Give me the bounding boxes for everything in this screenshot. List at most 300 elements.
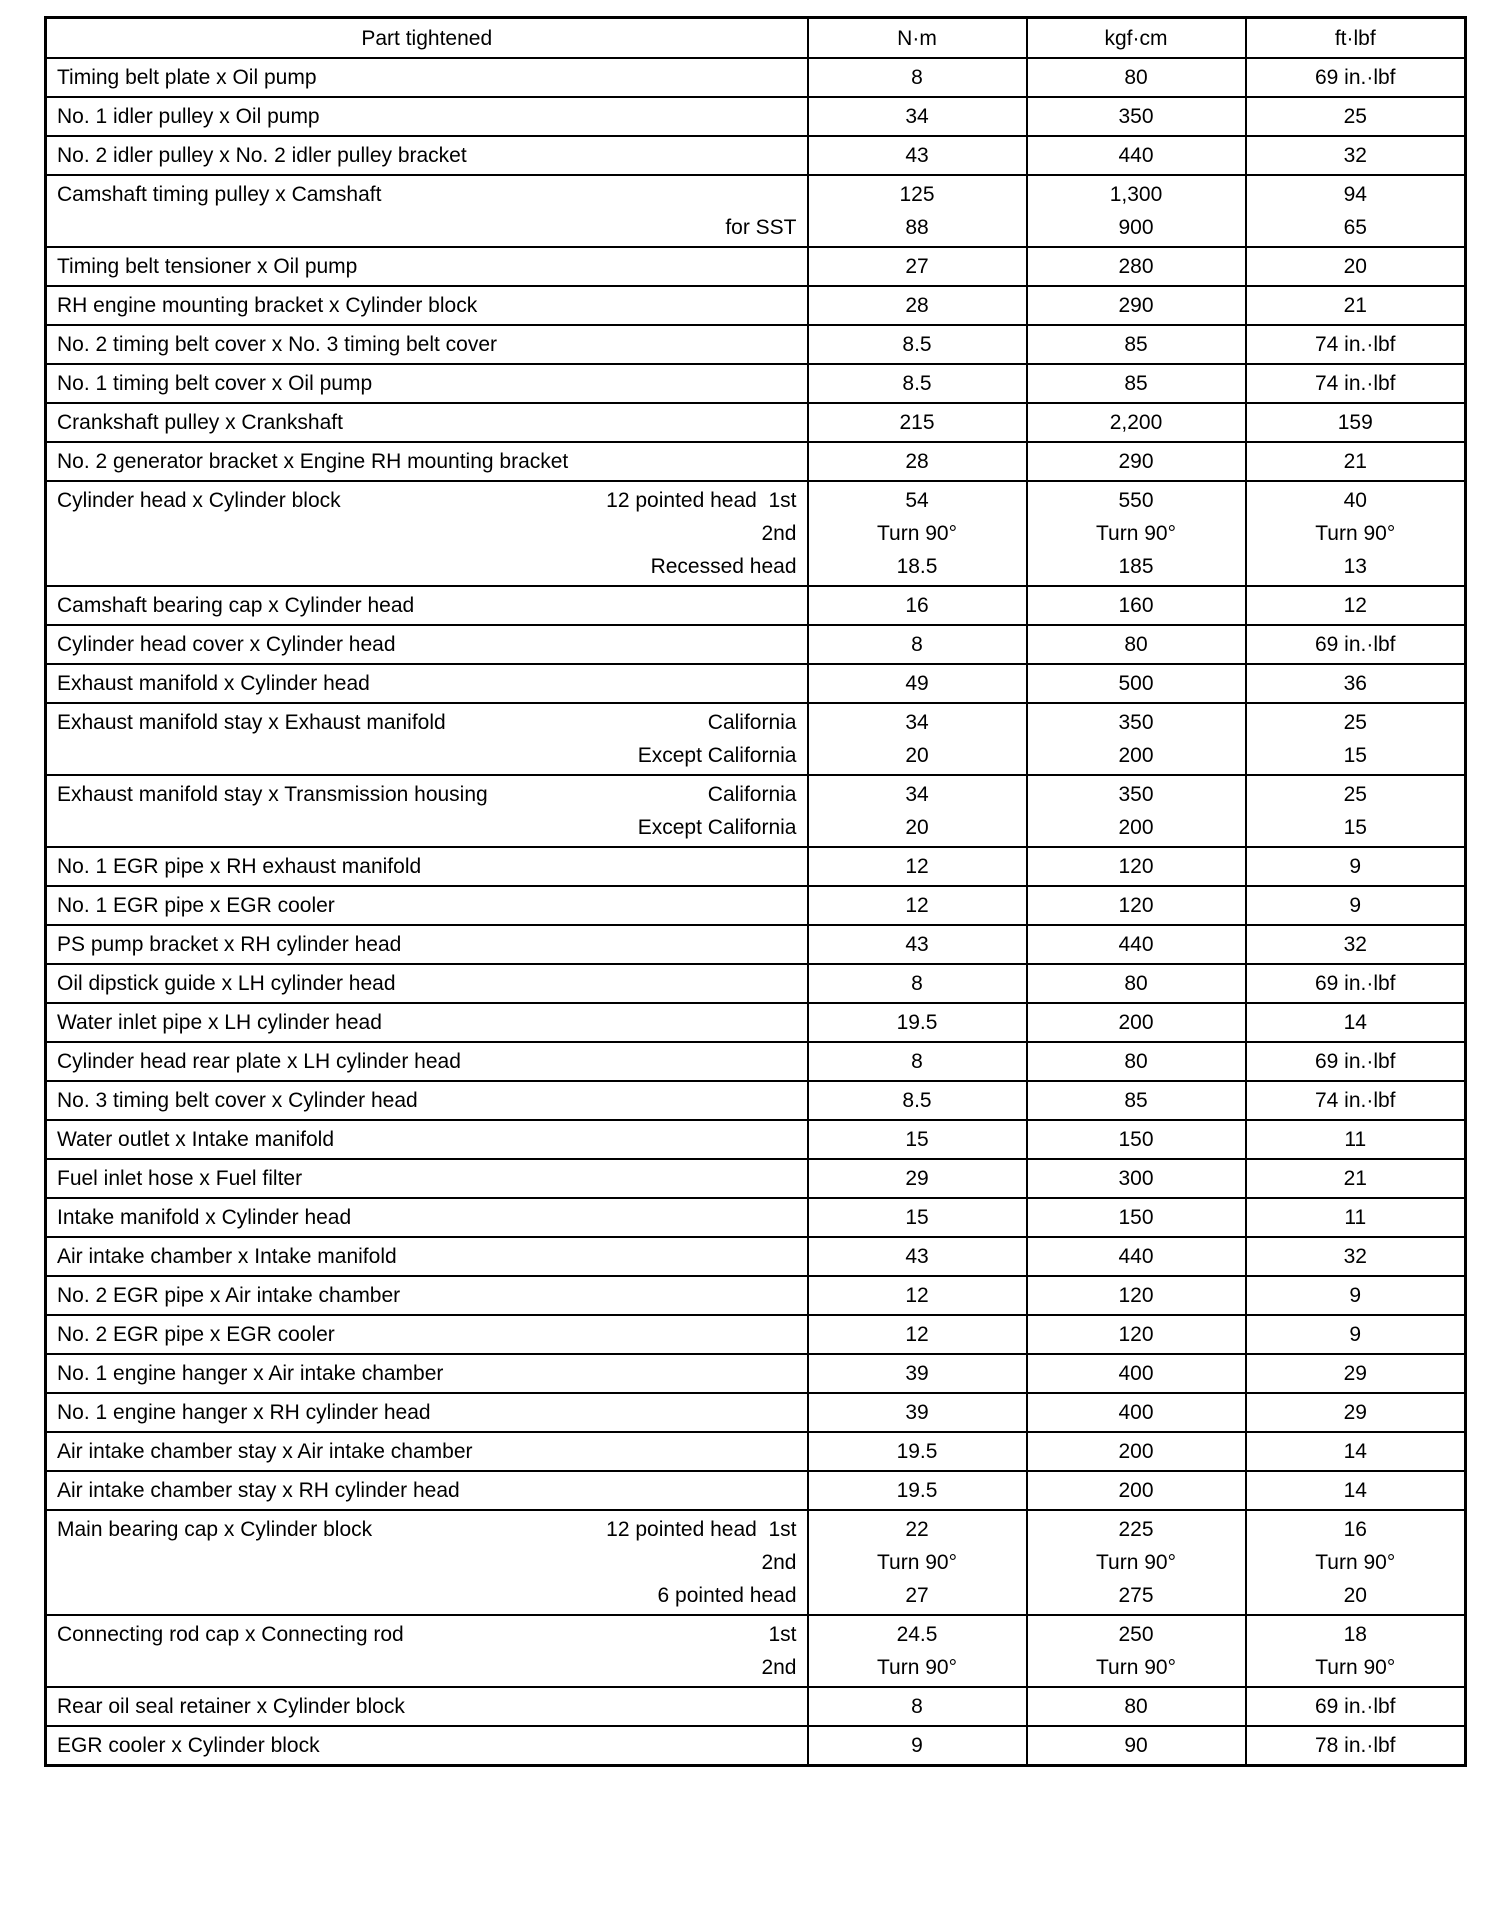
value: 900 [1118, 216, 1154, 239]
value: 120 [1118, 894, 1154, 917]
value: 43 [905, 933, 929, 956]
condition-label: California [707, 711, 797, 734]
part-cell [46, 775, 808, 847]
table-row [46, 1615, 1466, 1687]
part-line [57, 1279, 797, 1312]
part-line [57, 1201, 797, 1234]
part-line [57, 778, 797, 811]
part-cell [46, 175, 808, 247]
value: 350 [1118, 783, 1154, 806]
part-cell [46, 1003, 808, 1042]
part-cell [46, 1393, 808, 1432]
value: 29 [1343, 1362, 1367, 1385]
part-cell [46, 1510, 808, 1615]
part-cell [46, 247, 808, 286]
part-name: Camshaft timing pulley x Camshaft [57, 183, 382, 206]
value: 29 [1343, 1401, 1367, 1424]
table-row [46, 775, 1466, 847]
kgf-cm-cell [1027, 925, 1246, 964]
table-row [46, 1726, 1466, 1766]
part-name: Air intake chamber x Intake manifold [57, 1245, 397, 1268]
value: 21 [1343, 450, 1367, 473]
condition-label: 2nd [761, 1551, 797, 1574]
part-line [57, 1006, 797, 1039]
value: 27 [905, 255, 929, 278]
part-cell [46, 325, 808, 364]
table-row [46, 1393, 1466, 1432]
kgf-cm-cell [1027, 364, 1246, 403]
part-cell [46, 1432, 808, 1471]
part-line [57, 367, 797, 400]
value: 150 [1118, 1206, 1154, 1229]
part-name: No. 2 idler pulley x No. 2 idler pulley bracket [57, 144, 467, 167]
kgf-cm-cell [1027, 703, 1246, 775]
ft-lbf-cell [1246, 1354, 1466, 1393]
part-line [57, 100, 797, 133]
ft-lbf-cell [1246, 364, 1466, 403]
part-name: Exhaust manifold stay x Transmission housing [57, 783, 488, 806]
value: Turn 90° [1315, 522, 1396, 545]
kgf-cm-cell [1027, 664, 1246, 703]
value: 275 [1118, 1584, 1154, 1607]
table-row [46, 481, 1466, 586]
table-row [46, 403, 1466, 442]
part-name: Exhaust manifold x Cylinder head [57, 672, 370, 695]
part-name: RH engine mounting bracket x Cylinder block [57, 294, 478, 317]
ft-lbf-cell [1246, 664, 1466, 703]
nm-cell [808, 58, 1027, 97]
table-row [46, 925, 1466, 964]
nm-cell [808, 175, 1027, 247]
ft-lbf-cell [1246, 1042, 1466, 1081]
value: 20 [1343, 1584, 1367, 1607]
part-line [57, 1618, 797, 1651]
value: 43 [905, 144, 929, 167]
table-row [46, 325, 1466, 364]
kgf-cm-cell [1027, 1237, 1246, 1276]
value: 200 [1118, 1479, 1154, 1502]
nm-cell [808, 442, 1027, 481]
part-line [57, 739, 797, 772]
value: 85 [1124, 372, 1148, 395]
kgf-cm-cell [1027, 1003, 1246, 1042]
value: 32 [1343, 144, 1367, 167]
kgf-cm-cell [1027, 886, 1246, 925]
part-line [57, 1084, 797, 1117]
nm-cell [808, 1159, 1027, 1198]
condition-label: Except California [637, 816, 797, 839]
ft-lbf-cell [1246, 1315, 1466, 1354]
kgf-cm-cell [1027, 1081, 1246, 1120]
value: 12 [905, 1284, 929, 1307]
part-line [57, 667, 797, 700]
part-cell [46, 625, 808, 664]
part-cell [46, 136, 808, 175]
part-name: Air intake chamber stay x Air intake chamber [57, 1440, 473, 1463]
value: 11 [1344, 1128, 1367, 1151]
part-line [57, 1357, 797, 1390]
value: 14 [1343, 1011, 1367, 1034]
nm-cell [808, 1687, 1027, 1726]
value: 32 [1343, 933, 1367, 956]
value: 54 [905, 489, 929, 512]
kgf-cm-cell [1027, 847, 1246, 886]
value: 36 [1343, 672, 1367, 695]
part-name: No. 3 timing belt cover x Cylinder head [57, 1089, 418, 1112]
value: 22 [905, 1518, 929, 1541]
part-name: No. 2 generator bracket x Engine RH mounting bracket [57, 450, 569, 473]
part-name: Cylinder head x Cylinder block [57, 489, 341, 512]
value: 200 [1118, 1011, 1154, 1034]
table-row [46, 136, 1466, 175]
condition-label: 2nd [761, 1656, 797, 1679]
kgf-cm-cell [1027, 964, 1246, 1003]
condition-label: Except California [637, 744, 797, 767]
value: 39 [905, 1362, 929, 1385]
value: 15 [905, 1128, 929, 1151]
kgf-cm-cell [1027, 1276, 1246, 1315]
value: 85 [1124, 333, 1148, 356]
value: 16 [1343, 1518, 1367, 1541]
nm-cell [808, 1354, 1027, 1393]
part-name: No. 1 EGR pipe x RH exhaust manifold [57, 855, 422, 878]
part-line [57, 1318, 797, 1351]
header-part-tightened: Part tightened [46, 18, 808, 59]
part-name: Connecting rod cap x Connecting rod [57, 1623, 404, 1646]
table-row [46, 286, 1466, 325]
part-line [57, 1123, 797, 1156]
table-row [46, 847, 1466, 886]
nm-cell [808, 1393, 1027, 1432]
part-name: No. 1 engine hanger x Air intake chamber [57, 1362, 444, 1385]
table-row [46, 1471, 1466, 1510]
part-line [57, 289, 797, 322]
value: 12 [905, 894, 929, 917]
nm-cell [808, 1003, 1027, 1042]
ft-lbf-cell [1246, 847, 1466, 886]
value: 21 [1343, 1167, 1367, 1190]
value: 25 [1343, 783, 1367, 806]
part-cell [46, 1198, 808, 1237]
ft-lbf-cell [1246, 1393, 1466, 1432]
part-cell [46, 1687, 808, 1726]
value: 160 [1118, 594, 1154, 617]
part-line [57, 967, 797, 1000]
value: 8 [911, 1695, 923, 1718]
part-line [57, 628, 797, 661]
table-row [46, 1432, 1466, 1471]
value: Turn 90° [877, 522, 957, 545]
table-row [46, 175, 1466, 247]
ft-lbf-cell [1246, 1615, 1466, 1687]
table-row [46, 1687, 1466, 1726]
value: 69 in.·lbf [1314, 1050, 1396, 1073]
value: 34 [905, 711, 929, 734]
value: 9 [911, 1734, 923, 1757]
table-row [46, 1159, 1466, 1198]
value: 150 [1118, 1128, 1154, 1151]
value: Turn 90° [1315, 1551, 1396, 1574]
table-row [46, 364, 1466, 403]
table-row [46, 1315, 1466, 1354]
nm-cell [808, 664, 1027, 703]
value: 8 [911, 66, 923, 89]
value: 9 [1349, 894, 1362, 917]
part-name: Timing belt tensioner x Oil pump [57, 255, 358, 278]
ft-lbf-cell [1246, 442, 1466, 481]
condition-label: 2nd [761, 522, 797, 545]
part-name: Cylinder head cover x Cylinder head [57, 633, 396, 656]
ft-lbf-cell [1246, 1726, 1466, 1766]
part-name: Main bearing cap x Cylinder block [57, 1518, 373, 1541]
value: 200 [1118, 816, 1154, 839]
part-line [57, 1474, 797, 1507]
nm-cell [808, 1276, 1027, 1315]
value: 69 in.·lbf [1314, 66, 1396, 89]
ft-lbf-cell [1246, 325, 1466, 364]
header-nm: N·m [808, 18, 1027, 59]
ft-lbf-cell [1246, 1081, 1466, 1120]
value: 90 [1124, 1734, 1148, 1757]
nm-cell [808, 1120, 1027, 1159]
kgf-cm-cell [1027, 286, 1246, 325]
ft-lbf-cell [1246, 1276, 1466, 1315]
value: 21 [1343, 294, 1367, 317]
part-cell [46, 1159, 808, 1198]
table-row [46, 247, 1466, 286]
value: 20 [905, 744, 929, 767]
part-cell [46, 664, 808, 703]
value: 80 [1124, 972, 1148, 995]
part-line [57, 1513, 797, 1546]
condition-label: 12 pointed head 1st [606, 489, 797, 512]
part-name: Cylinder head rear plate x LH cylinder head [57, 1050, 461, 1073]
value: 85 [1124, 1089, 1148, 1112]
kgf-cm-cell [1027, 136, 1246, 175]
ft-lbf-cell [1246, 925, 1466, 964]
value: 19.5 [896, 1479, 938, 1502]
nm-cell [808, 964, 1027, 1003]
value: 28 [905, 294, 929, 317]
part-cell [46, 586, 808, 625]
value: 1,300 [1109, 183, 1163, 206]
ft-lbf-cell [1246, 1003, 1466, 1042]
nm-cell [808, 325, 1027, 364]
kgf-cm-cell [1027, 1042, 1246, 1081]
value: 159 [1337, 411, 1373, 434]
kgf-cm-cell [1027, 1354, 1246, 1393]
value: 9 [1349, 1323, 1362, 1346]
kgf-cm-cell [1027, 481, 1246, 586]
value: 80 [1124, 633, 1148, 656]
value: 80 [1124, 1050, 1148, 1073]
kgf-cm-cell [1027, 586, 1246, 625]
part-name: Camshaft bearing cap x Cylinder head [57, 594, 415, 617]
value: 14 [1343, 1479, 1367, 1502]
value: 69 in.·lbf [1314, 633, 1396, 656]
part-name: Timing belt plate x Oil pump [57, 66, 317, 89]
nm-cell [808, 364, 1027, 403]
kgf-cm-cell [1027, 1393, 1246, 1432]
value: 74 in.·lbf [1314, 1089, 1396, 1112]
ft-lbf-cell [1246, 886, 1466, 925]
kgf-cm-cell [1027, 775, 1246, 847]
value: 19.5 [896, 1011, 938, 1034]
part-name: Oil dipstick guide x LH cylinder head [57, 972, 396, 995]
ft-lbf-cell [1246, 175, 1466, 247]
part-name: No. 2 EGR pipe x EGR cooler [57, 1323, 335, 1346]
part-cell [46, 58, 808, 97]
ft-lbf-cell [1246, 136, 1466, 175]
value: 300 [1118, 1167, 1154, 1190]
nm-cell [808, 586, 1027, 625]
value: 120 [1118, 1323, 1154, 1346]
kgf-cm-cell [1027, 442, 1246, 481]
nm-cell [808, 97, 1027, 136]
ft-lbf-cell [1246, 1237, 1466, 1276]
value: 24.5 [896, 1623, 938, 1646]
value: 69 in.·lbf [1314, 972, 1396, 995]
nm-cell [808, 286, 1027, 325]
nm-cell [808, 481, 1027, 586]
ft-lbf-cell [1246, 586, 1466, 625]
part-cell [46, 286, 808, 325]
part-name: No. 1 idler pulley x Oil pump [57, 105, 320, 128]
ft-lbf-cell [1246, 286, 1466, 325]
kgf-cm-cell [1027, 625, 1246, 664]
ft-lbf-cell [1246, 1432, 1466, 1471]
part-name: Rear oil seal retainer x Cylinder block [57, 1695, 405, 1718]
value: 12 [905, 855, 929, 878]
kgf-cm-cell [1027, 403, 1246, 442]
nm-cell [808, 1615, 1027, 1687]
ft-lbf-cell [1246, 1159, 1466, 1198]
value: 280 [1118, 255, 1154, 278]
nm-cell [808, 1432, 1027, 1471]
value: 8.5 [902, 333, 932, 356]
part-name: Water inlet pipe x LH cylinder head [57, 1011, 382, 1034]
value: 80 [1124, 1695, 1148, 1718]
part-line [57, 1240, 797, 1273]
part-line [57, 61, 797, 94]
part-line [57, 706, 797, 739]
value: 400 [1118, 1401, 1154, 1424]
value: 78 in.·lbf [1314, 1734, 1396, 1757]
table-row [46, 1237, 1466, 1276]
kgf-cm-cell [1027, 175, 1246, 247]
part-line [57, 928, 797, 961]
part-line [57, 328, 797, 361]
ft-lbf-cell [1246, 97, 1466, 136]
part-line [57, 211, 797, 244]
value: 34 [905, 105, 929, 128]
value: 8.5 [902, 1089, 932, 1112]
value: 350 [1118, 711, 1154, 734]
value: 8 [911, 972, 923, 995]
value: 8 [911, 633, 923, 656]
part-line [57, 1162, 797, 1195]
part-cell [46, 703, 808, 775]
value: 15 [1343, 744, 1367, 767]
value: 20 [1343, 255, 1367, 278]
value: 39 [905, 1401, 929, 1424]
table-row [46, 1042, 1466, 1081]
part-line [57, 1045, 797, 1078]
part-line [57, 589, 797, 622]
value: Turn 90° [1096, 1656, 1176, 1679]
value: 18 [1343, 1623, 1367, 1646]
part-line [57, 484, 797, 517]
part-cell [46, 364, 808, 403]
part-cell [46, 442, 808, 481]
value: 185 [1118, 555, 1154, 578]
kgf-cm-cell [1027, 1159, 1246, 1198]
part-line [57, 1729, 797, 1762]
part-line [57, 889, 797, 922]
table-row [46, 1510, 1466, 1615]
nm-cell [808, 625, 1027, 664]
table-row [46, 1081, 1466, 1120]
header-kgf-cm: kgf·cm [1027, 18, 1246, 59]
value: 25 [1343, 105, 1367, 128]
condition-label: 1st [768, 1623, 797, 1646]
value: 120 [1118, 855, 1154, 878]
table-row [46, 1120, 1466, 1159]
kgf-cm-cell [1027, 1198, 1246, 1237]
ft-lbf-cell [1246, 1510, 1466, 1615]
part-name: No. 2 timing belt cover x No. 3 timing belt cover [57, 333, 498, 356]
part-cell [46, 1081, 808, 1120]
part-name: No. 1 timing belt cover x Oil pump [57, 372, 373, 395]
value: 12 [1343, 594, 1367, 617]
value: 74 in.·lbf [1314, 333, 1396, 356]
part-cell [46, 1615, 808, 1687]
part-name: No. 1 EGR pipe x EGR cooler [57, 894, 335, 917]
value: 49 [905, 672, 929, 695]
value: 27 [905, 1584, 929, 1607]
part-cell [46, 1726, 808, 1766]
part-line [57, 406, 797, 439]
kgf-cm-cell [1027, 1315, 1246, 1354]
part-cell [46, 886, 808, 925]
part-name: Air intake chamber stay x RH cylinder head [57, 1479, 460, 1502]
part-line [57, 811, 797, 844]
table-row [46, 586, 1466, 625]
nm-cell [808, 1471, 1027, 1510]
kgf-cm-cell [1027, 1120, 1246, 1159]
value: 15 [905, 1206, 929, 1229]
value: 225 [1118, 1518, 1154, 1541]
value: 215 [899, 411, 935, 434]
value: 32 [1343, 1245, 1367, 1268]
value: 550 [1118, 489, 1154, 512]
table-row [46, 58, 1466, 97]
value: 290 [1118, 450, 1154, 473]
nm-cell [808, 1237, 1027, 1276]
table-body [46, 58, 1466, 1766]
kgf-cm-cell [1027, 1432, 1246, 1471]
value: Turn 90° [1096, 522, 1176, 545]
ft-lbf-cell [1246, 1198, 1466, 1237]
part-name: PS pump bracket x RH cylinder head [57, 933, 402, 956]
value: 9 [1349, 855, 1362, 878]
kgf-cm-cell [1027, 97, 1246, 136]
part-name: No. 2 EGR pipe x Air intake chamber [57, 1284, 401, 1307]
table-row [46, 442, 1466, 481]
nm-cell [808, 925, 1027, 964]
nm-cell [808, 1198, 1027, 1237]
value: 2,200 [1109, 411, 1163, 434]
